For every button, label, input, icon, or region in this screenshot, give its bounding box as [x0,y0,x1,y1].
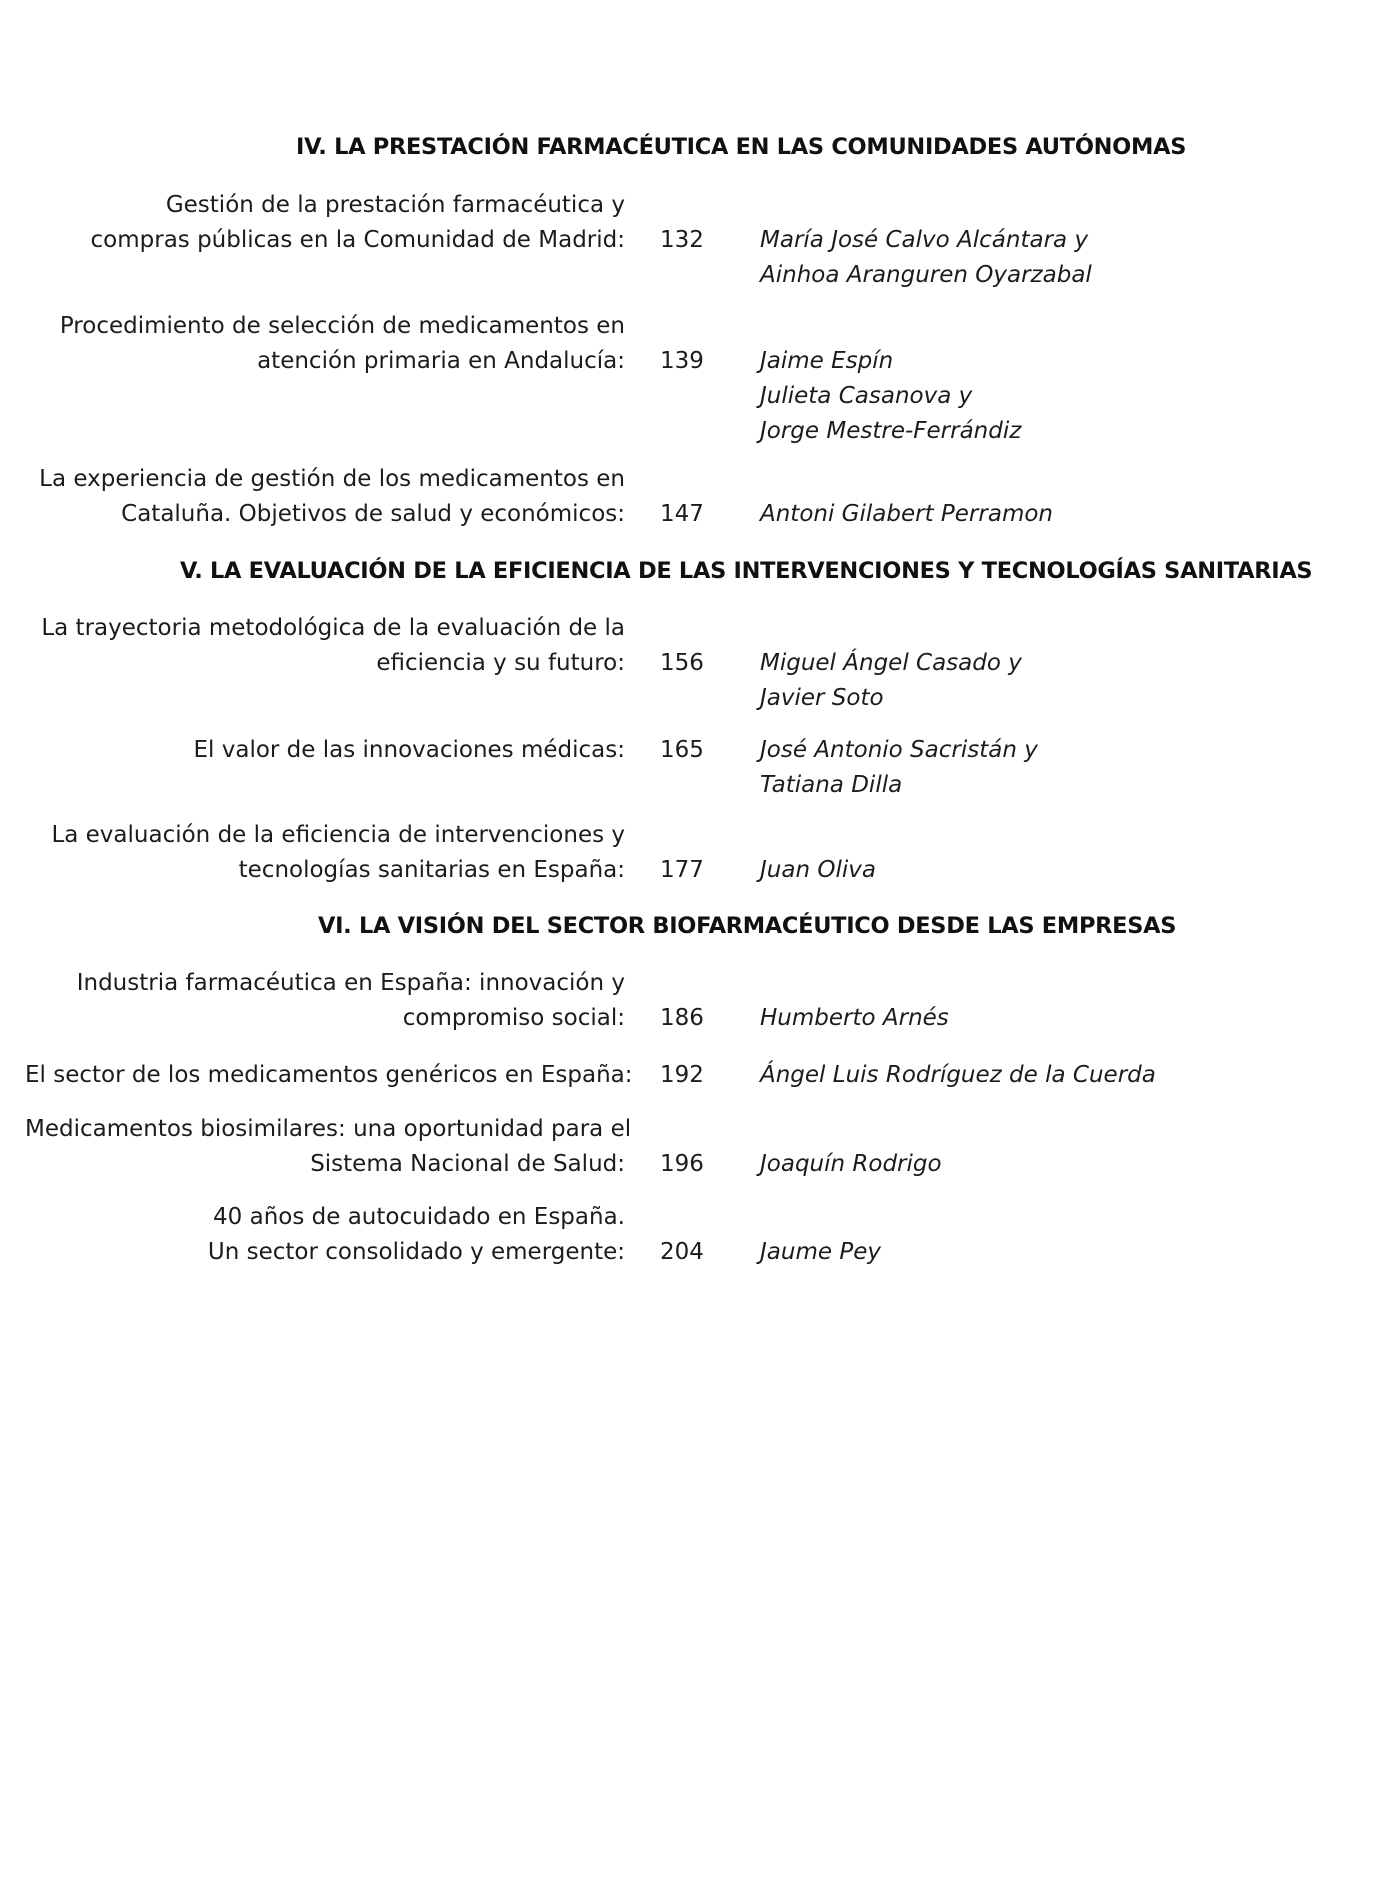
entry-title: Industria farmacéutica en España: innovación y compromiso social: [76,970,625,1031]
entry-title: Gestión de la prestación farmacéutica y compras públicas en la Comunidad de Madrid: [90,192,625,253]
entry-title: Medicamentos biosimilares: una oportunidad para el Sistema Nacional de Salud: [25,1116,632,1177]
section-heading: VI. LA VISIÓN DEL SECTOR BIOFARMACÉUTICO DESDE LAS EMPRESAS [318,913,1177,939]
section-heading: IV. LA PRESTACIÓN FARMACÉUTICA EN LAS COMUNIDADES AUTÓNOMAS [296,134,1187,160]
entry-authors: Humberto Arnés [760,1005,949,1031]
page-number: 204 [660,1239,704,1265]
page-number: 186 [660,1005,704,1031]
page-number: 165 [660,737,704,763]
entry-authors: Miguel Ángel Casado y Javier Soto [760,650,1022,711]
entry-title: La experiencia de gestión de los medicamentos en Cataluña. Objetivos de salud y económicos: [39,466,625,527]
section-heading: V. LA EVALUACIÓN DE LA EFICIENCIA DE LAS INTERVENCIONES Y TECNOLOGÍAS SANITARIAS [180,558,1313,584]
entry-title: La evaluación de la eficiencia de intervenciones y tecnologías sanitarias en España: [51,822,625,883]
page-number: 196 [660,1151,704,1177]
entry-authors: María José Calvo Alcántara y Ainhoa Aranguren Oyarzabal [760,227,1092,288]
entry-authors: Joaquín Rodrigo [760,1151,942,1177]
entry-title: 40 años de autocuidado en España. Un sector consolidado y emergente: [207,1204,625,1265]
entry-authors: Jaume Pey [760,1239,881,1265]
entry-authors: Ángel Luis Rodríguez de la Cuerda [760,1062,1156,1088]
entry-title: El valor de las innovaciones médicas: [193,737,625,763]
entry-title: Procedimiento de selección de medicamentos en atención primaria en Andalucía: [59,313,625,374]
page-number: 132 [660,227,704,253]
entry-authors: Juan Oliva [760,857,876,883]
page-number: 192 [660,1062,704,1088]
entry-authors: José Antonio Sacristán y Tatiana Dilla [760,737,1038,798]
page-number: 156 [660,650,704,676]
page-number: 147 [660,501,704,527]
page-number: 177 [660,857,704,883]
entry-authors: Jaime Espín Julieta Casanova y Jorge Mestre-Ferrándiz [760,348,1022,444]
page-number: 139 [660,348,704,374]
entry-title: El sector de los medicamentos genéricos en España: [25,1062,633,1088]
entry-title: La trayectoria metodológica de la evaluación de la eficiencia y su futuro: [41,615,625,676]
entry-authors: Antoni Gilabert Perramon [760,501,1053,527]
